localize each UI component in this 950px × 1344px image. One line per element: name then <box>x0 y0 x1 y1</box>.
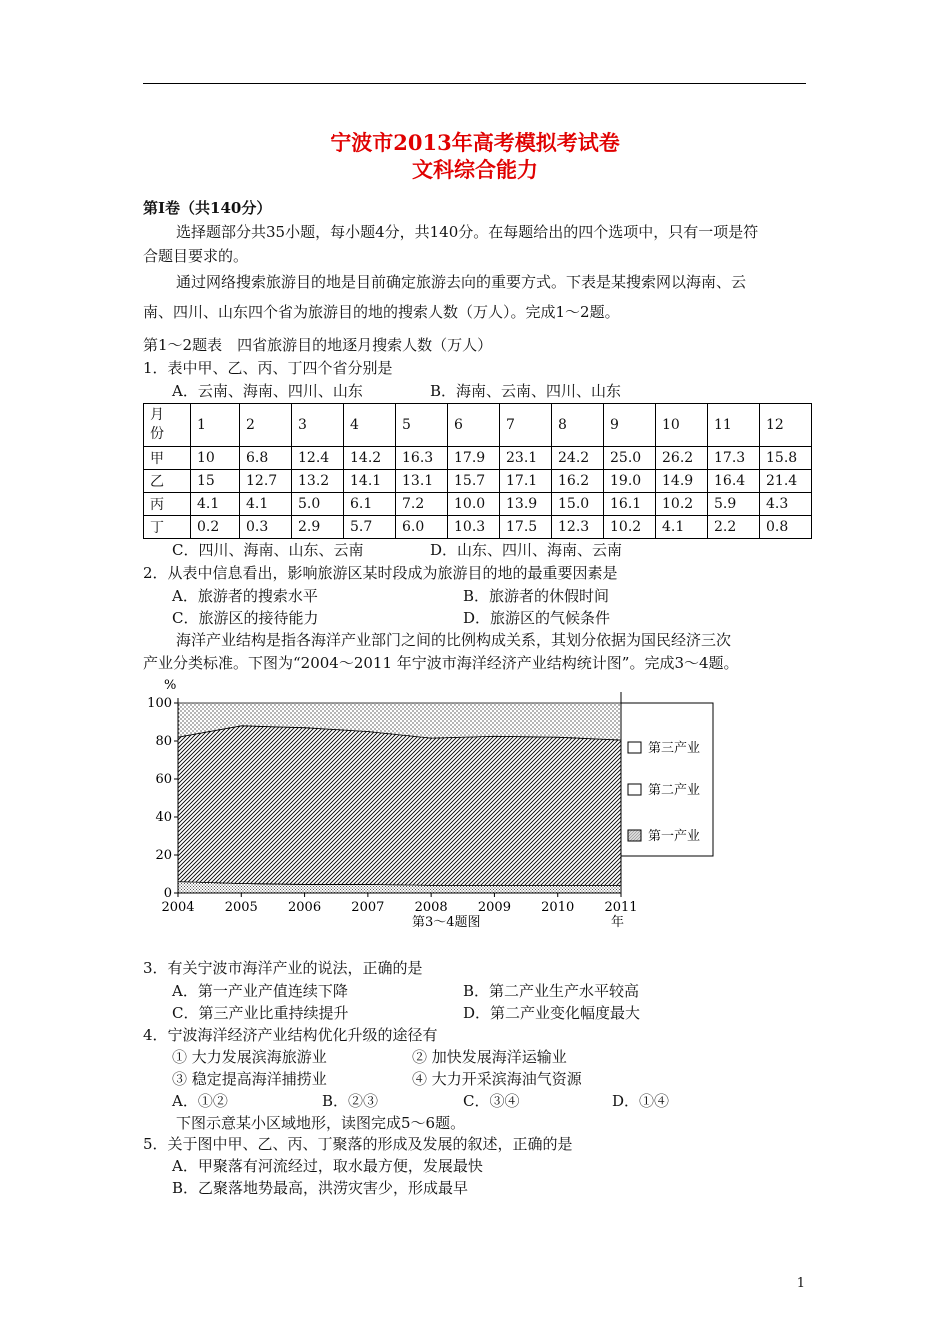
x-axis-unit: 年 <box>611 915 625 930</box>
table-cell: 4.3 <box>760 493 812 516</box>
month-cell: 2 <box>240 404 292 447</box>
exam-subtitle: 文科综合能力 <box>412 157 538 182</box>
passage2-line-1: 海洋产业结构是指各海洋产业部门之间的比例构成关系，其划分依据为国民经济三次 <box>176 631 732 649</box>
table-cell: 14.2 <box>344 447 396 470</box>
month-cell: 3 <box>292 404 344 447</box>
q4-option-a: A．①② <box>172 1092 228 1110</box>
q2-option-b: B．旅游者的休假时间 <box>463 587 610 605</box>
table-row <box>144 447 812 470</box>
month-cell: 12 <box>760 404 812 447</box>
page-number: 1 <box>796 1276 805 1291</box>
marine-industry-chart <box>140 674 720 939</box>
intro-line-1: 选择题部分共35小题，每小题4分，共140分。在每题给出的四个选项中，只有一项是符 <box>176 223 759 241</box>
y-tick-label: 40 <box>155 810 172 825</box>
table-cell: 4.1 <box>240 493 292 516</box>
y-axis-unit: % <box>164 678 177 693</box>
table-cell: 2.9 <box>292 516 344 539</box>
q4-item-3: ③ 稳定提高海洋捕捞业 <box>172 1070 327 1088</box>
table-cell: 4.1 <box>656 516 708 539</box>
legend-swatch-secondary <box>628 784 641 795</box>
q4-stem: 4．宁波海洋经济产业结构优化升级的途径有 <box>143 1026 438 1044</box>
table-cell: 16.3 <box>396 447 448 470</box>
q5-option-b: B．乙聚落地势最高，洪涝灾害少，形成最早 <box>172 1179 469 1197</box>
top-rule <box>143 83 806 84</box>
table-cell: 16.4 <box>708 470 760 493</box>
y-ticks <box>147 696 178 901</box>
x-tick-label: 2004 <box>161 900 195 915</box>
table-cell: 4.1 <box>191 493 240 516</box>
q5-stem: 5．关于图中甲、乙、丙、丁聚落的形成及发展的叙述，正确的是 <box>143 1135 573 1153</box>
passage2-line-2: 产业分类标准。下图为“2004～2011 年宁波市海洋经济产业结构统计图”。完成3～4题。 <box>143 654 739 672</box>
x-ticks <box>161 893 637 915</box>
table-cell: 14.1 <box>344 470 396 493</box>
area-layers <box>178 703 621 893</box>
table-cell: 2.2 <box>708 516 760 539</box>
q3-stem: 3．有关宁波市海洋产业的说法，正确的是 <box>143 959 423 977</box>
table-cell: 13.9 <box>500 493 552 516</box>
x-tick-label: 2006 <box>288 900 322 915</box>
table-cell: 7.2 <box>396 493 448 516</box>
q4-option-b: B．②③ <box>322 1092 379 1110</box>
table-cell: 12.7 <box>240 470 292 493</box>
table-cell: 21.4 <box>760 470 812 493</box>
table-cell: 5.7 <box>344 516 396 539</box>
q2-stem: 2．从表中信息看出，影响旅游区某时段成为旅游目的地的最重要因素是 <box>143 564 618 582</box>
table-cell: 13.2 <box>292 470 344 493</box>
table-cell: 25.0 <box>604 447 656 470</box>
legend-label-tertiary: 第三产业 <box>648 741 701 756</box>
q4-item-1: ① 大力发展滨海旅游业 <box>172 1048 327 1066</box>
q3-option-d: D．第二产业变化幅度最大 <box>463 1004 641 1022</box>
table-cell: 15.8 <box>760 447 812 470</box>
table-cell: 5.9 <box>708 493 760 516</box>
month-cell: 4 <box>344 404 396 447</box>
month-cell: 10 <box>656 404 708 447</box>
x-tick-label: 2007 <box>351 900 385 915</box>
legend-swatch-primary <box>628 830 641 841</box>
q3-option-a: A．第一产业产值连续下降 <box>172 982 348 1000</box>
legend-label-secondary: 第二产业 <box>648 783 701 798</box>
month-header-char-1: 月 <box>150 407 164 423</box>
q3-option-b: B．第二产业生产水平较高 <box>463 982 640 1000</box>
y-tick-label: 20 <box>155 848 172 863</box>
x-tick-label: 2005 <box>224 900 258 915</box>
q1-option-b: B．海南、云南、四川、山东 <box>430 382 622 400</box>
chart-caption: 第3～4题图 <box>412 915 481 930</box>
table-cell: 16.2 <box>552 470 604 493</box>
table-cell: 15.7 <box>448 470 500 493</box>
q4-option-d: D．①④ <box>612 1092 670 1110</box>
section-heading: 第Ⅰ卷（共140分） <box>143 199 272 217</box>
table-header-row <box>144 404 812 447</box>
q5-option-a: A．甲聚落有河流经过，取水最方便，发展最快 <box>172 1157 483 1175</box>
table-cell: 17.9 <box>448 447 500 470</box>
exam-title: 宁波市2013年高考模拟考试卷 <box>330 130 620 155</box>
q1-option-c: C．四川、海南、山东、云南 <box>172 541 364 559</box>
table-cell: 10.0 <box>448 493 500 516</box>
table-cell: 26.2 <box>656 447 708 470</box>
table-caption: 第1～2题表 四省旅游目的地逐月搜索人数（万人） <box>143 336 493 354</box>
q1-option-d: D．山东、四川、海南、云南 <box>430 541 623 559</box>
y-tick-label: 0 <box>163 886 172 901</box>
q4-option-c: C．③④ <box>463 1092 520 1110</box>
legend-swatch-tertiary <box>628 742 641 753</box>
y-tick-label: 60 <box>155 772 172 787</box>
table-cell: 23.1 <box>500 447 552 470</box>
q2-option-c: C．旅游区的接待能力 <box>172 609 319 627</box>
table-cell: 12.4 <box>292 447 344 470</box>
row-label: 甲 <box>144 447 191 470</box>
x-tick-label: 2008 <box>414 900 448 915</box>
search-table <box>143 403 812 539</box>
month-cell: 1 <box>191 404 240 447</box>
table-cell: 16.1 <box>604 493 656 516</box>
q4-item-2: ② 加快发展海洋运输业 <box>412 1048 567 1066</box>
table-row <box>144 493 812 516</box>
q2-option-d: D．旅游区的气候条件 <box>463 609 611 627</box>
legend-label-primary: 第一产业 <box>648 829 701 844</box>
row-label: 丁 <box>144 516 191 539</box>
table-cell: 13.1 <box>396 470 448 493</box>
table-cell: 6.1 <box>344 493 396 516</box>
x-tick-label: 2010 <box>541 900 575 915</box>
q3-option-c: C．第三产业比重持续提升 <box>172 1004 349 1022</box>
month-cell: 11 <box>708 404 760 447</box>
table-cell: 24.2 <box>552 447 604 470</box>
month-header-cell <box>144 404 191 447</box>
x-tick-label: 2011 <box>604 900 638 915</box>
passage3-line-1: 下图示意某小区域地形，读图完成5～6题。 <box>176 1114 466 1132</box>
table-cell: 17.3 <box>708 447 760 470</box>
table-cell: 15.0 <box>552 493 604 516</box>
month-cell: 5 <box>396 404 448 447</box>
table-cell: 12.3 <box>552 516 604 539</box>
row-label: 丙 <box>144 493 191 516</box>
table-cell: 19.0 <box>604 470 656 493</box>
passage-line-1: 通过网络搜索旅游目的地是目前确定旅游去向的重要方式。下表是某搜索网以海南、云 <box>176 273 747 291</box>
table-cell: 14.9 <box>656 470 708 493</box>
month-cell: 6 <box>448 404 500 447</box>
month-cell: 8 <box>552 404 604 447</box>
table-cell: 6.0 <box>396 516 448 539</box>
q2-option-a: A．旅游者的搜索水平 <box>172 587 318 605</box>
passage-line-2: 南、四川、山东四个省为旅游目的地的搜索人数（万人）。完成1～2题。 <box>143 303 620 321</box>
table-cell: 6.8 <box>240 447 292 470</box>
y-tick-label: 100 <box>147 696 172 711</box>
intro-line-2: 合题目要求的。 <box>143 247 249 265</box>
table-cell: 5.0 <box>292 493 344 516</box>
table-row <box>144 516 812 539</box>
table-cell: 10 <box>191 447 240 470</box>
table-cell: 17.5 <box>500 516 552 539</box>
table-cell: 0.8 <box>760 516 812 539</box>
table-cell: 10.3 <box>448 516 500 539</box>
y-tick-label: 80 <box>155 734 172 749</box>
table-cell: 10.2 <box>604 516 656 539</box>
x-tick-label: 2009 <box>477 900 511 915</box>
table-cell: 17.1 <box>500 470 552 493</box>
area-secondary-industry <box>178 726 621 886</box>
row-label: 乙 <box>144 470 191 493</box>
table-row <box>144 470 812 493</box>
month-cell: 7 <box>500 404 552 447</box>
table-cell: 0.3 <box>240 516 292 539</box>
q4-item-4: ④ 大力开采滨海油气资源 <box>412 1070 582 1088</box>
table-cell: 10.2 <box>656 493 708 516</box>
table-cell: 0.2 <box>191 516 240 539</box>
q1-stem: 1．表中甲、乙、丙、丁四个省分别是 <box>143 359 393 377</box>
table-cell: 15 <box>191 470 240 493</box>
month-cell: 9 <box>604 404 656 447</box>
q1-option-a: A．云南、海南、四川、山东 <box>172 382 363 400</box>
month-header-char-2: 份 <box>150 426 164 442</box>
